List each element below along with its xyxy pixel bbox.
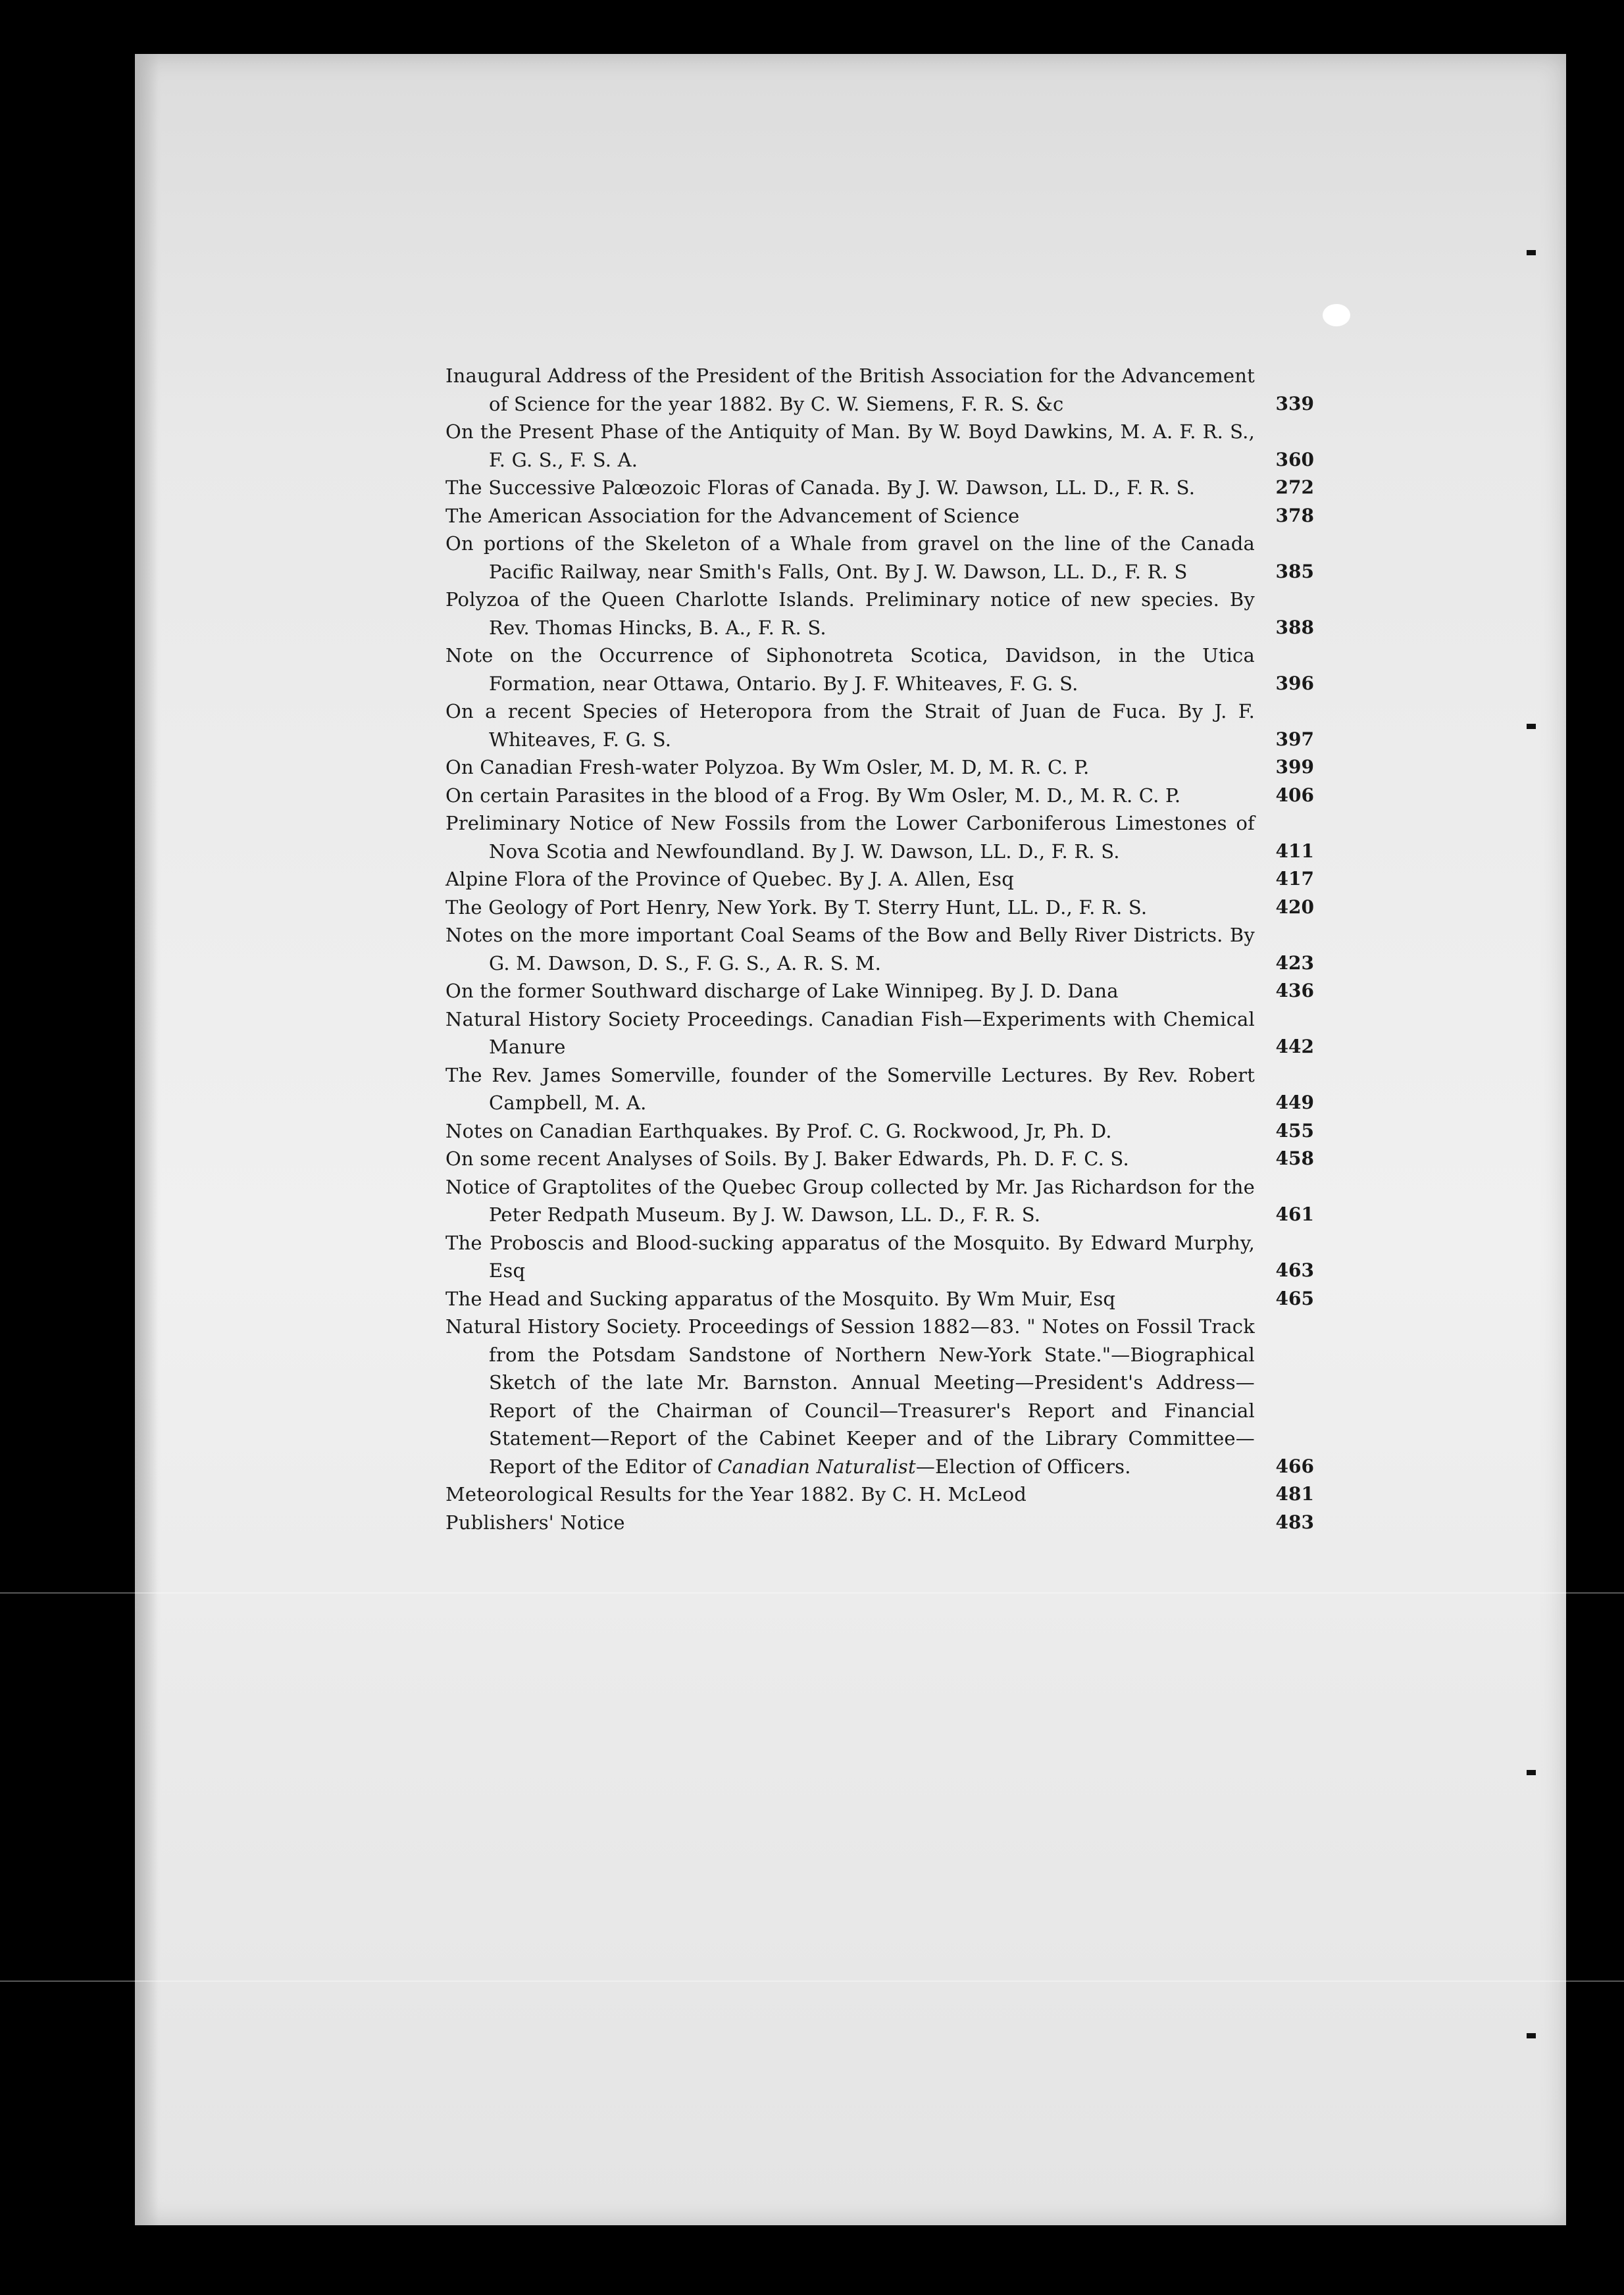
toc-entry-title: Notice of Graptolites of the Quebec Group collected by Mr. Jas Richardson for the Peter Redpath Museum. By J. W. Dawson, LL. D., F. R. S.	[445, 1175, 1255, 1226]
toc-page-number: 385	[1275, 560, 1314, 582]
toc-entry	[445, 1285, 1314, 1313]
toc-entry-title: On the former Southward discharge of Lake Winnipeg. By J. D. Dana	[445, 980, 1119, 1002]
toc-page-number: 463	[1275, 1259, 1314, 1281]
toc-page-number: 436	[1275, 980, 1314, 1001]
toc-entry-title	[445, 1313, 1255, 1480]
toc-entry	[445, 921, 1314, 977]
toc-entry-title: The American Association for the Advancement of Science	[445, 504, 1020, 527]
toc-entry-title: Preliminary Notice of New Fossils from the Lower Carboniferous Limestones of Nova Scotia and Newfoundland. By J. W. Dawson, LL. D., F. R. S.	[445, 812, 1255, 863]
table-of-contents	[445, 362, 1314, 1536]
toc-page-number: 399	[1275, 756, 1314, 778]
journal-title: Canadian Naturalist	[717, 1455, 916, 1478]
toc-entry-title: Alpine Flora of the Province of Quebec. By J. A. Allen, Esq	[445, 868, 1014, 890]
toc-entry	[445, 530, 1314, 586]
toc-entry-title: Note on the Occurrence of Siphonotreta Scotica, Davidson, in the Utica Formation, near Ottawa, Ontario. By J. F. Whiteaves, F. G. S.	[445, 644, 1255, 695]
toc-page-number: 466	[1275, 1455, 1314, 1477]
toc-page-number: 272	[1275, 476, 1314, 498]
toc-entry-title: On portions of the Skeleton of a Whale from gravel on the line of the Canada Pacific Railway, near Smith's Falls, Ont. By J. W. Dawson, LL. D., F. R. S	[445, 532, 1255, 583]
toc-entry	[445, 865, 1314, 894]
toc-page-number: 458	[1275, 1148, 1314, 1169]
scan-line	[0, 1980, 1624, 1982]
toc-entry-title: On a recent Species of Heteropora from the Strait of Juan de Fuca. By J. F. Whiteaves, F. G. S.	[445, 700, 1255, 751]
toc-entry	[445, 753, 1314, 782]
toc-entry	[445, 1117, 1314, 1146]
toc-page-number: 396	[1275, 672, 1314, 694]
toc-entry	[445, 1313, 1314, 1480]
toc-entry	[445, 1005, 1314, 1061]
toc-page-number: 411	[1275, 840, 1314, 862]
toc-entry-title-suffix: —Election of Officers.	[915, 1455, 1131, 1478]
toc-entry-title: Notes on Canadian Earthquakes. By Prof. C. G. Rockwood, Jr, Ph. D.	[445, 1119, 1112, 1142]
toc-entry	[445, 586, 1314, 642]
toc-entry-title: On certain Parasites in the blood of a Frog. By Wm Osler, M. D., M. R. C. P.	[445, 784, 1181, 807]
toc-page-number: 455	[1275, 1119, 1314, 1142]
page-edge-mark	[1527, 250, 1536, 255]
toc-entry	[445, 418, 1314, 474]
page-edge-mark	[1527, 2033, 1536, 2038]
toc-page-number: 397	[1275, 728, 1314, 750]
toc-entry	[445, 1229, 1314, 1285]
toc-entry	[445, 782, 1314, 810]
toc-page-number: 461	[1275, 1203, 1314, 1225]
toc-entry-title: The Geology of Port Henry, New York. By T. Sterry Hunt, LL. D., F. R. S.	[445, 895, 1148, 919]
toc-entry-title: On some recent Analyses of Soils. By J. Baker Edwards, Ph. D. F. C. S.	[445, 1148, 1129, 1170]
scan-line	[0, 1592, 1624, 1594]
toc-page-number: 420	[1275, 895, 1314, 918]
toc-entry-title: The Head and Sucking apparatus of the Mosquito. By Wm Muir, Esq	[445, 1287, 1116, 1310]
toc-entry-title: The Rev. James Somerville, founder of the Somerville Lectures. By Rev. Robert Campbell, M. A.	[445, 1063, 1255, 1114]
toc-entry-title-text: Natural History Society. Proceedings of Session 1882—83. " Notes on Fossil Track from the Potsdam Sandstone of Northern New-York State."—Biographical Sketch of the late Mr. Barnston. Annual Meeting—President's Address—Report of the Chairman of Council—Treasurer's Report and Financial Statement—Report of the Cabinet Keeper and of the Library Committee—Report of the Editor of	[445, 1315, 1255, 1478]
toc-entry-title: On the Present Phase of the Antiquity of Man. By W. Boyd Dawkins, M. A. F. R. S., F. G. S., F. S. A.	[445, 420, 1255, 471]
toc-page-number: 465	[1275, 1287, 1314, 1309]
toc-page-number: 417	[1275, 868, 1314, 890]
toc-entry-title: The Successive Palœozoic Floras of Canada. By J. W. Dawson, LL. D., F. R. S.	[445, 476, 1196, 499]
toc-entry-title: Meteorological Results for the Year 1882. By C. H. McLeod	[445, 1483, 1027, 1505]
toc-entry-title: Polyzoa of the Queen Charlotte Islands. Preliminary notice of new species. By Rev. Thomas Hincks, B. A., F. R. S.	[445, 588, 1255, 639]
toc-entry-title: Natural History Society Proceedings. Canadian Fish—Experiments with Chemical Manure	[445, 1007, 1255, 1058]
toc-entry	[445, 809, 1314, 865]
toc-page-number: 360	[1275, 448, 1314, 470]
toc-entry	[445, 502, 1314, 530]
toc-entry	[445, 977, 1314, 1005]
toc-page-number: 378	[1275, 504, 1314, 526]
toc-entry	[445, 362, 1314, 418]
toc-entry	[445, 1145, 1314, 1173]
toc-entry-title: The Proboscis and Blood-sucking apparatus of the Mosquito. By Edward Murphy, Esq	[445, 1231, 1255, 1282]
toc-page-number: 449	[1275, 1092, 1314, 1113]
toc-entry	[445, 642, 1314, 697]
toc-entry	[445, 1173, 1314, 1229]
toc-entry	[445, 1480, 1314, 1509]
toc-page-number: 406	[1275, 784, 1314, 806]
toc-entry	[445, 1509, 1314, 1537]
toc-page-number: 483	[1275, 1511, 1314, 1533]
toc-page-number: 339	[1275, 392, 1314, 415]
toc-page-number: 442	[1275, 1036, 1314, 1057]
toc-entry-title: Inaugural Address of the President of the British Association for the Advancement of Science for the year 1882. By C. W. Siemens, F. R. S. &c	[445, 365, 1255, 415]
toc-page-number: 423	[1275, 951, 1314, 974]
toc-entry-title: On Canadian Fresh-water Polyzoa. By Wm Osler, M. D, M. R. C. P.	[445, 756, 1090, 778]
page-edge-mark	[1527, 724, 1536, 729]
toc-entry-title: Notes on the more important Coal Seams of the Bow and Belly River Districts. By G. M. Dawson, D. S., F. G. S., A. R. S. M.	[445, 924, 1255, 974]
paper-spot	[1323, 304, 1350, 326]
toc-page-number: 481	[1275, 1483, 1314, 1505]
toc-entry	[445, 894, 1314, 922]
toc-entry-title: Publishers' Notice	[445, 1511, 625, 1534]
page-edge-mark	[1527, 1770, 1536, 1775]
toc-entry	[445, 474, 1314, 502]
toc-entry	[445, 1061, 1314, 1117]
toc-entry	[445, 697, 1314, 753]
toc-page-number: 388	[1275, 616, 1314, 638]
